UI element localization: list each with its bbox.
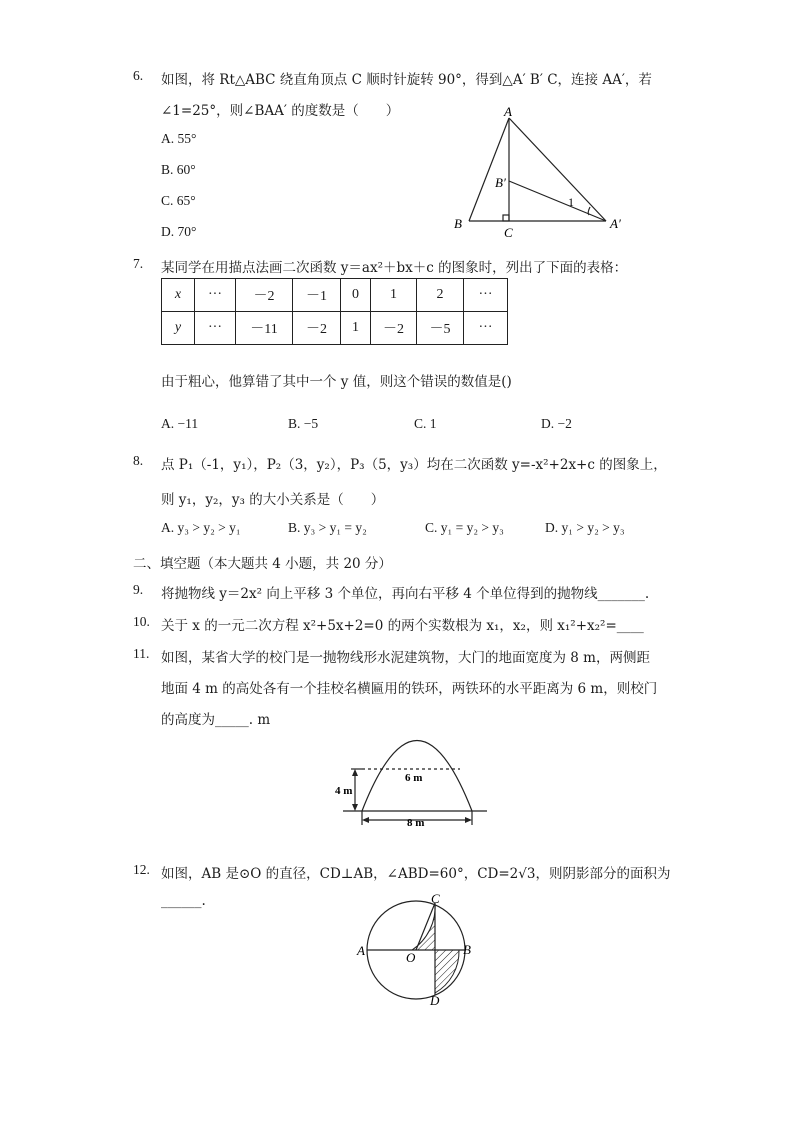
table-cell: －2 — [371, 312, 417, 345]
q11-arrow-left — [362, 817, 369, 823]
table-cell: ··· — [464, 279, 508, 312]
table-cell: ··· — [195, 312, 236, 345]
q6-stem-line2: ∠1=25°，则∠BAA′ 的度数是（ ） — [161, 103, 400, 119]
table-cell: －5 — [417, 312, 464, 345]
table-cell: 0 — [341, 279, 371, 312]
table-cell: －2 — [293, 312, 341, 345]
section-title: 二、填空题（本大题共 4 小题，共 20 分） — [133, 556, 392, 572]
q12-shaded-bottom — [435, 950, 459, 993]
q12-label-d: D — [430, 993, 440, 1008]
q9-stem: 将抛物线 y＝2x² 向上平移 3 个单位，再向右平移 4 个单位得到的抛物线_______. — [161, 586, 650, 602]
q7-stem-2: 由于粗心，他算错了其中一个 y 值，则这个错误的数值是() — [161, 374, 512, 390]
q6-stem-line1: 如图，将 Rt△ABC 绕直角顶点 C 顺时针旋转 90°，得到△A′ B′ C，连接 AA′，若 — [161, 72, 652, 88]
q12-label-o: O — [406, 950, 416, 965]
q7-option-a[interactable]: A. −11 — [161, 416, 199, 431]
q7-value-table — [161, 278, 508, 345]
q11-label-8m: 8 m — [407, 817, 425, 829]
q12-figure-circle — [350, 890, 480, 1008]
q12-stem-line1: 如图，AB 是⊙O 的直径，CD⊥AB，∠ABD=60°，CD=2√3，则阴影部分的面积为 — [161, 866, 671, 882]
q10-stem: 关于 x 的一元二次方程 x²+5x+2=0 的两个实数根为 x₁，x₂，则 x₁²+x₂²=____ — [161, 618, 644, 634]
table-cell: －1 — [293, 279, 341, 312]
q11-figure-gate — [335, 728, 495, 830]
q11-stem-line2: 地面 4 m 的高处各有一个挂校名横匾用的铁环，两铁环的水平距离为 6 m，则校门 — [161, 681, 658, 697]
q11-arrow-up — [352, 769, 358, 776]
q6-label-b-prime: B′ — [495, 175, 506, 190]
q12-stem-line2: ______. — [161, 893, 206, 909]
q6-figure-triangle — [440, 100, 640, 250]
table-cell: ··· — [464, 312, 508, 345]
q6-right-angle-mark — [503, 215, 509, 221]
table-cell: ··· — [195, 279, 236, 312]
q12-label-c: C — [431, 891, 440, 906]
table-cell: －2 — [236, 279, 293, 312]
q7-option-c[interactable]: C. 1 — [414, 416, 437, 431]
table-cell: 2 — [417, 279, 464, 312]
q8-option-d[interactable]: D. y₁ > y₂ > y₃ — [545, 520, 625, 535]
q12-label-a: A — [357, 943, 365, 958]
q11-arrow-down — [352, 804, 358, 811]
q6-line-ba — [509, 181, 606, 221]
q6-line-ab — [469, 118, 509, 221]
q8-option-b[interactable]: B. y₃ > y₁ = y₂ — [288, 520, 367, 535]
q11-label-6m: 6 m — [405, 772, 423, 784]
q6-label-a: A — [504, 104, 512, 119]
q11-stem-line1: 如图，某省大学的校门是一抛物线形水泥建筑物，大门的地面宽度为 8 m，两侧距 — [161, 650, 650, 666]
q12-number: 12. — [133, 862, 150, 877]
table-cell: 1 — [341, 312, 371, 345]
table-cell: y — [162, 312, 195, 345]
table-cell: 1 — [371, 279, 417, 312]
table-cell: －11 — [236, 312, 293, 345]
q7-option-b[interactable]: B. −5 — [288, 416, 319, 431]
q8-stem-line1: 点 P₁（-1，y₁），P₂（3，y₂），P₃（5，y₃）均在二次函数 y=-x²+2x+c 的图象上， — [161, 457, 667, 473]
q9-number: 9. — [133, 582, 144, 597]
q7-option-d[interactable]: D. −2 — [541, 416, 572, 431]
q11-label-4m: 4 m — [335, 785, 353, 797]
q6-label-b: B — [454, 216, 462, 231]
q6-option-c[interactable]: C. 65° — [161, 193, 196, 208]
q12-label-b: B — [463, 942, 471, 957]
q7-stem: 某同学在用描点法画二次函数 y＝ax²＋bx＋c 的图象时，列出了下面的表格： — [161, 260, 628, 276]
q11-arrow-right — [465, 817, 472, 823]
q6-label-a-prime: A′ — [610, 216, 621, 231]
q11-stem-line3: 的高度为_____. m — [161, 712, 271, 728]
table-row-x — [162, 279, 508, 312]
q11-number: 11. — [133, 646, 150, 661]
q6-option-a[interactable]: A. 55° — [161, 131, 197, 146]
q8-option-a[interactable]: A. y₃ > y₂ > y₁ — [161, 520, 241, 535]
q6-option-b[interactable]: B. 60° — [161, 162, 196, 177]
q6-label-c: C — [504, 225, 513, 240]
table-cell: x — [162, 279, 195, 312]
q8-stem-line2: 则 y₁，y₂，y₃ 的大小关系是（ ） — [161, 492, 385, 508]
q6-line-aa — [509, 118, 606, 221]
q8-option-c[interactable]: C. y₁ = y₂ > y₃ — [425, 520, 504, 535]
q6-option-d[interactable]: D. 70° — [161, 224, 197, 239]
q10-number: 10. — [133, 614, 150, 629]
q6-number: 6. — [133, 68, 144, 83]
table-row-y — [162, 312, 508, 345]
q6-label-angle1: 1 — [568, 195, 574, 209]
q8-number: 8. — [133, 453, 144, 468]
q7-number: 7. — [133, 256, 144, 271]
